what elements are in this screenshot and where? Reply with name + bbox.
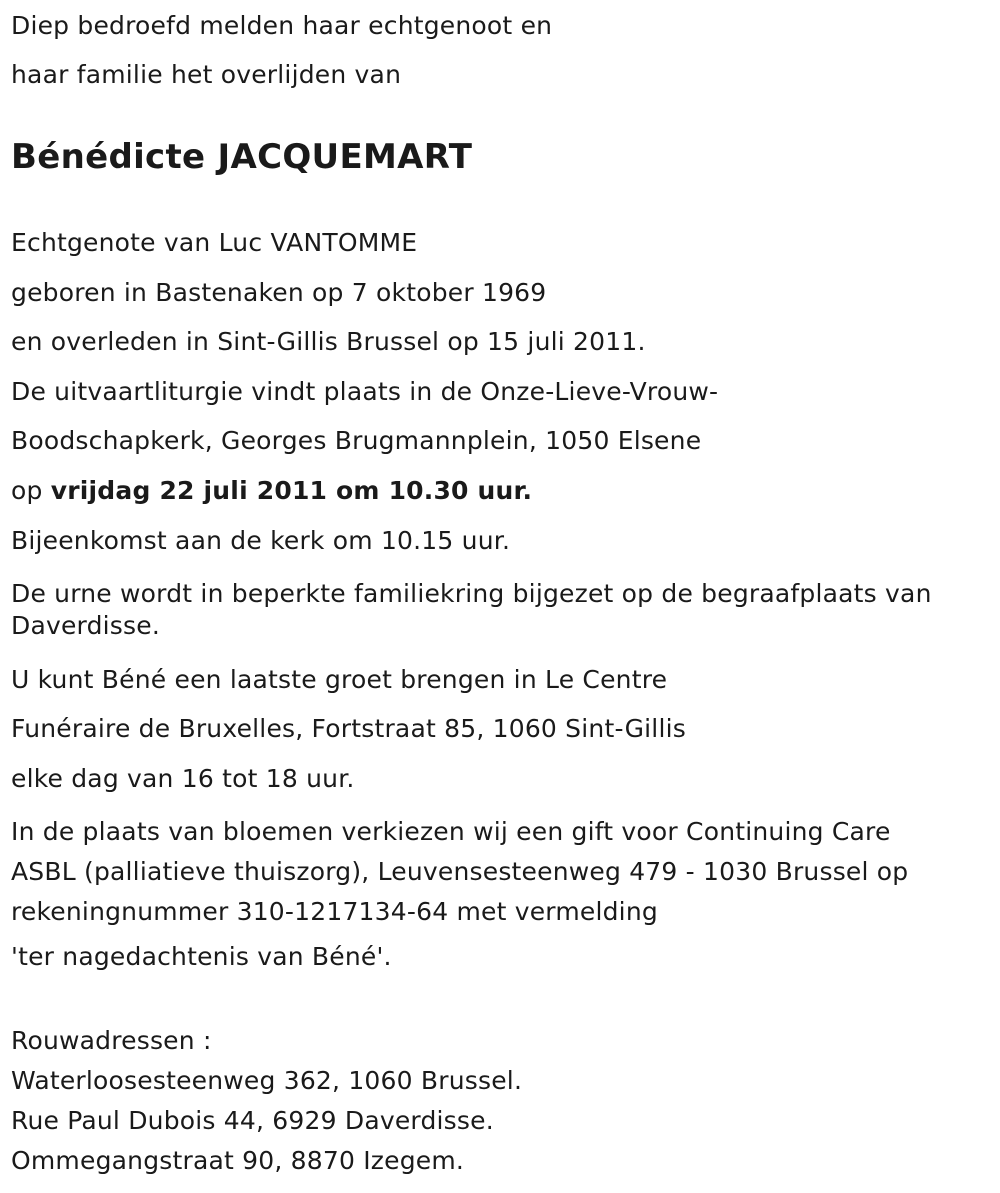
donation-line-1: In de plaats van bloemen verkiezen wij een gift voor Continuing Care [11, 817, 891, 846]
urn-paragraph [11, 574, 991, 646]
liturgy-line-2: Boodschapkerk, Georges Brugmannplein, 1050 Elsene [11, 426, 702, 455]
donation-line-3: rekeningnummer 310-1217134-64 met vermelding [11, 897, 658, 926]
visit-line-2: Funéraire de Bruxelles, Fortstraat 85, 1060 Sint-Gillis [11, 714, 686, 743]
service-line [11, 475, 532, 507]
memory-line: 'ter nagedachtenis van Béné'. [11, 942, 392, 971]
addresses-block [11, 1021, 991, 1181]
urn-line-1: De urne wordt in beperkte familiekring bijgezet op de begraafplaats van [11, 579, 932, 608]
birth-line: geboren in Bastenaken op 7 oktober 1969 [11, 278, 547, 307]
donation-line-2: ASBL (palliatieve thuiszorg), Leuvensesteenweg 479 - 1030 Brussel op [11, 857, 909, 886]
gathering-line: Bijeenkomst aan de kerk om 10.15 uur. [11, 526, 511, 555]
urn-line-2: Daverdisse. [11, 611, 160, 640]
service-date-time: vrijdag 22 juli 2011 om 10.30 uur. [50, 476, 533, 505]
liturgy-line-1: De uitvaartliturgie vindt plaats in de Onze-Lieve-Vrouw- [11, 377, 719, 406]
death-line: en overleden in Sint-Gillis Brussel op 15 juli 2011. [11, 327, 646, 356]
intro-line-2: haar familie het overlijden van [11, 60, 402, 89]
deceased-name: Bénédicte JACQUEMART [11, 137, 473, 177]
addresses-label: Rouwadressen : [11, 1026, 212, 1055]
spouse-line: Echtgenote van Luc VANTOMME [11, 228, 418, 257]
address-2: Rue Paul Dubois 44, 6929 Daverdisse. [11, 1106, 494, 1135]
service-prefix: op [11, 476, 51, 505]
address-1: Waterloosesteenweg 362, 1060 Brussel. [11, 1066, 523, 1095]
intro-line-1: Diep bedroefd melden haar echtgenoot en [11, 11, 553, 40]
visit-line-1: U kunt Béné een laatste groet brengen in Le Centre [11, 665, 668, 694]
donation-paragraph [11, 812, 991, 932]
address-3: Ommegangstraat 90, 8870 Izegem. [11, 1146, 465, 1175]
visit-line-3: elke dag van 16 tot 18 uur. [11, 764, 355, 793]
